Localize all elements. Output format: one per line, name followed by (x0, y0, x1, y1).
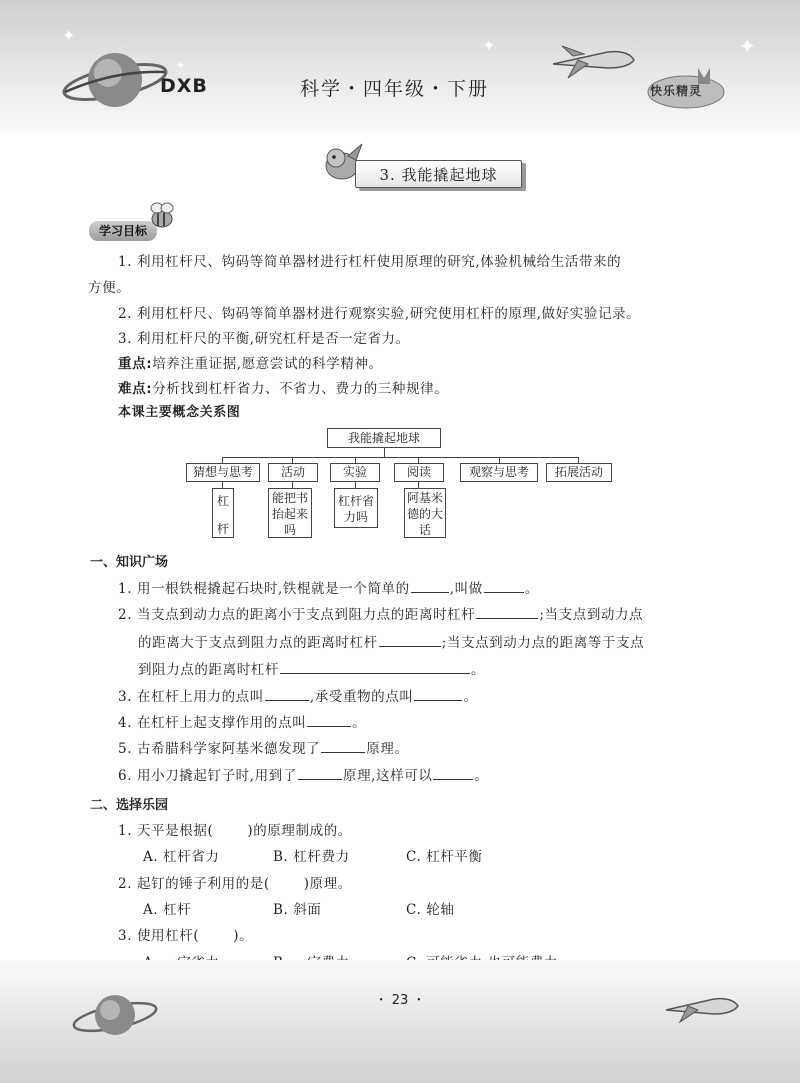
leaf-lift-book-line3: 吗 (283, 523, 296, 537)
s2-q1-option-c[interactable]: C. 杠杆平衡 (406, 849, 483, 865)
difficult-point (118, 377, 448, 397)
key-point (118, 352, 383, 372)
s1-q3-text-a: 3. 在杠杆上用力的点叫 (118, 689, 264, 705)
s1-question-3 (118, 685, 478, 705)
leaf-lever (212, 488, 234, 538)
section-choice-title: 二、选择乐园 (90, 798, 169, 813)
s1-q1-text-b: ,叫做 (449, 581, 483, 597)
s2-q2-option-c[interactable]: C. 轮轴 (406, 902, 455, 918)
leaf-lift-book-line2: 抬起来 (271, 507, 308, 521)
connector (222, 457, 579, 458)
answer-blank[interactable] (307, 713, 351, 727)
page-number: ・ 23 ・ (374, 993, 426, 1008)
s1-q6-text-c: 。 (474, 768, 489, 784)
s2-q1-text-a: 1. 天平是根据( (118, 823, 214, 839)
star-icon: ✦ (482, 36, 496, 55)
s1-question-6 (118, 764, 489, 784)
s2-question-2 (118, 872, 352, 892)
s1-q5-text-a: 5. 古希腊科学家阿基米德发现了 (118, 741, 321, 757)
lesson-title: 3. 我能撬起地球 (379, 166, 498, 184)
s1-q4-text-b: 。 (352, 715, 367, 731)
branch-observe-think: 观察与思考 (460, 463, 538, 482)
difficult-point-label: 难点: (118, 381, 153, 397)
badge-text: 快乐精灵 (650, 84, 703, 98)
difficult-point-text: 分析找到杠杆省力、不省力、费力的三种规律。 (152, 381, 449, 397)
goal-item-2: 2. 利用杠杆尺、钩码等简单器材进行观察实验,研究使用杠杆的原理,做好实验记录。 (118, 306, 641, 322)
leaf-lever-save-force (334, 488, 378, 528)
s2-q2-text-a: 2. 起钉的锤子利用的是( (118, 876, 270, 892)
s2-q3-text-a: 3. 使用杠杆( (118, 928, 200, 944)
s1-q3-text-c: 。 (463, 689, 478, 705)
star-icon: ✦ (176, 59, 186, 72)
s1-q5-text-b: 原理。 (366, 741, 409, 757)
s1-q4-text-a: 4. 在杠杆上起支撑作用的点叫 (118, 715, 307, 731)
s1-question-5 (118, 737, 409, 757)
s2-q1-text-b: )的原理制成的。 (247, 823, 352, 839)
s1-question-2 (118, 603, 643, 623)
leaf-archimedes-line1: 阿基米 (406, 491, 443, 505)
s2-question-3 (118, 924, 253, 944)
goal-item-3: 3. 利用杠杆尺的平衡,研究杠杆是否一定省力。 (118, 331, 410, 347)
book-title: 科学・四年级・下册 (300, 78, 490, 100)
s1-q2-text-d: ;当支点到动力点的距离等于支点 (441, 635, 645, 651)
star-icon: ✦ (739, 34, 756, 58)
branch-guess-think: 猜想与思考 (186, 463, 260, 482)
star-icon: ✦ (62, 26, 76, 45)
s2-q2-option-b[interactable]: B. 斜面 (273, 902, 322, 918)
s2-q1-option-b[interactable]: B. 杠杆费力 (273, 849, 350, 865)
s1-q2-text-c: 的距离大于支点到阻力点的距离时杠杆 (138, 635, 378, 651)
branch-activity: 活动 (268, 463, 318, 482)
learning-goals-tag: 学习目标 (89, 221, 157, 241)
answer-blank[interactable] (433, 766, 473, 780)
s1-q1-text-a: 1. 用一根铁棍撬起石块时,铁棍就是一个简单的 (118, 581, 410, 597)
leaf-archimedes-line2: 德的大 (406, 507, 443, 521)
space-shuttle-icon (548, 42, 638, 82)
answer-blank[interactable] (321, 739, 365, 753)
answer-blank[interactable] (280, 660, 470, 674)
concept-map-title: 本课主要概念关系图 (118, 405, 241, 420)
answer-blank[interactable] (379, 633, 441, 647)
s1-q1-text-c: 。 (524, 581, 539, 597)
key-point-label: 重点: (118, 356, 153, 372)
s1-question-1 (118, 577, 539, 597)
branch-extension: 拓展活动 (546, 463, 612, 482)
saturn-icon (60, 40, 170, 120)
bee-icon (146, 200, 178, 230)
s1-q2-text-f: 。 (471, 662, 486, 678)
s2-question-1 (118, 819, 352, 839)
s2-q3-text-b: )。 (233, 928, 254, 944)
lesson-title-box (355, 160, 522, 188)
answer-blank[interactable] (298, 766, 342, 780)
leaf-lift-book (268, 488, 312, 538)
answer-blank[interactable] (414, 687, 462, 701)
branch-reading: 阅读 (394, 463, 444, 482)
s1-q6-text-a: 6. 用小刀撬起钉子时,用到了 (118, 768, 297, 784)
answer-blank[interactable] (476, 605, 538, 619)
leaf-save-force-line2: 力吗 (343, 510, 368, 524)
s1-q2-text-e: 到阻力点的距离时杠杆 (138, 662, 279, 678)
goal-item-1-cont: 方便。 (88, 280, 131, 296)
s1-question-2-cont1 (138, 631, 644, 651)
key-point-text: 培养注重证据,愿意尝试的科学精神。 (152, 356, 383, 372)
leaf-lift-book-line1: 能把书 (271, 491, 308, 505)
leaf-lever-char2: 杆 (216, 522, 229, 536)
s1-q2-text-a: 2. 当支点到动力点的距离小于支点到阻力点的距离时杠杆 (118, 607, 476, 623)
s1-q3-text-b: ,承受重物的点叫 (309, 689, 414, 705)
s2-q2-option-a[interactable]: A. 杠杆 (143, 902, 192, 918)
section-knowledge-title: 一、知识广场 (90, 555, 169, 570)
s2-q1-option-a[interactable]: A. 杠杆省力 (143, 849, 220, 865)
answer-blank[interactable] (265, 687, 309, 701)
s2-q2-text-b: )原理。 (303, 876, 352, 892)
s1-question-4 (118, 711, 366, 731)
concept-map-root: 我能撬起地球 (327, 428, 441, 448)
leaf-archimedes-line3: 话 (418, 523, 431, 537)
s1-q6-text-b: 原理,这样可以 (342, 768, 433, 784)
s1-q2-text-b: ;当支点到动力点 (539, 607, 644, 623)
leaf-archimedes (404, 488, 446, 538)
leaf-lever-char1: 杠 (216, 494, 229, 508)
s1-question-2-cont2 (138, 658, 485, 678)
branch-experiment: 实验 (330, 463, 380, 482)
goal-item-1: 1. 利用杠杆尺、钩码等简单器材进行杠杆使用原理的研究,体验机械给生活带来的 (118, 254, 622, 270)
answer-blank[interactable] (411, 579, 449, 593)
brand-logo: DXB (160, 75, 208, 97)
leaf-save-force-line1: 杠杆省 (337, 494, 374, 508)
answer-blank[interactable] (484, 579, 524, 593)
